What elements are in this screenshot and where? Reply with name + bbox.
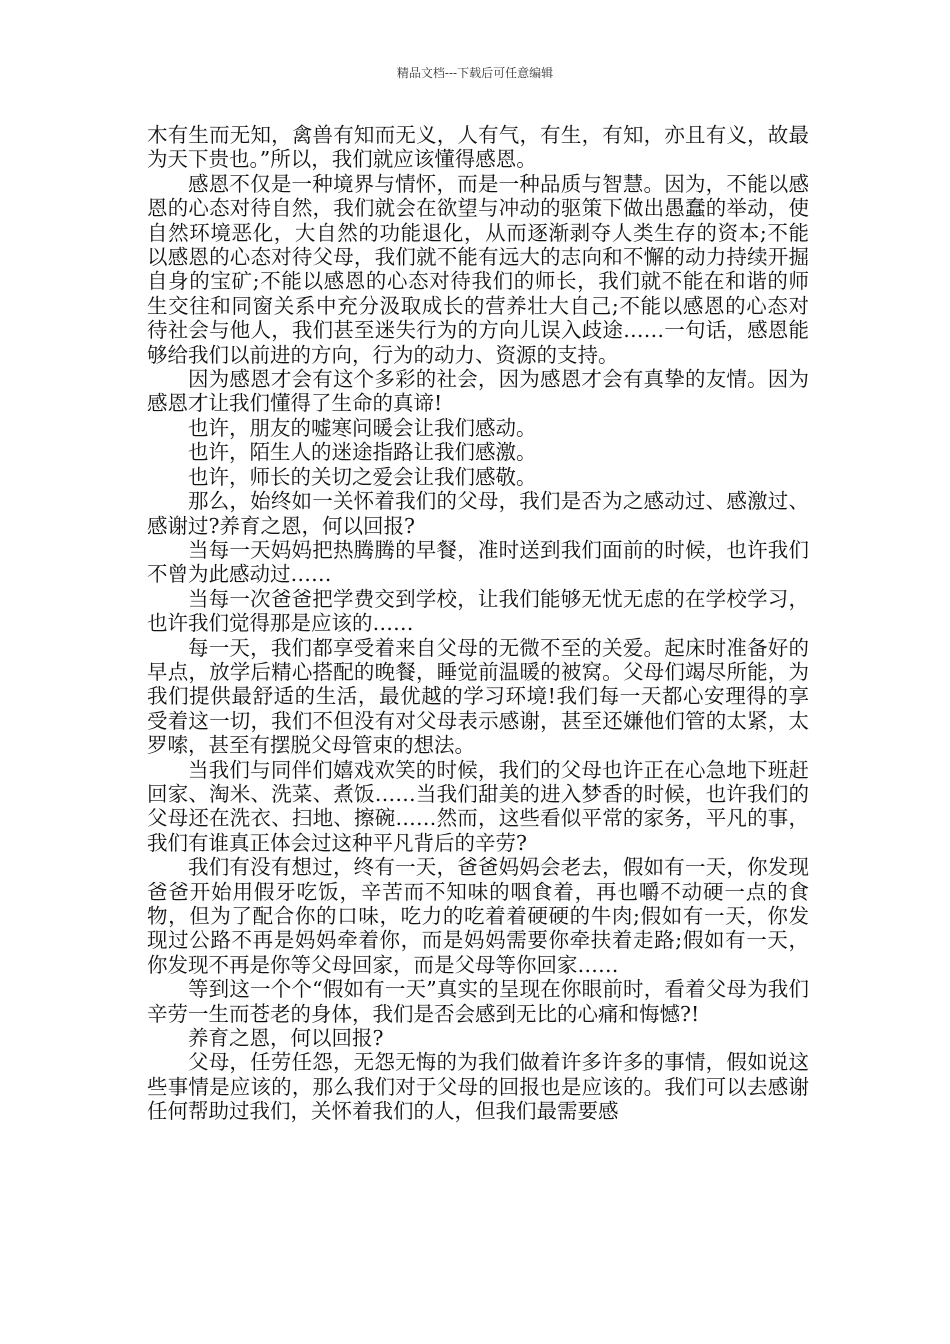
paragraph: 那么，始终如一关怀着我们的父母，我们是否为之感动过、感激过、感谢过?养育之恩，何以回报? xyxy=(147,489,809,538)
paragraph: 当我们与同伴们嬉戏欢笑的时候，我们的父母也许正在心急地下班赶回家、淘米、洗菜、煮饭……当我们甜美的进入梦香的时候，也许我们的父母还在洗衣、扫地、擦碗……然而，这些看似平常的家务，平凡的事，我们有谁真正体会过这种平凡背后的辛劳? xyxy=(147,757,809,855)
page-header: 精品文档---下载后可任意编辑 xyxy=(396,66,554,80)
paragraph: 当每一天妈妈把热腾腾的早餐，准时送到我们面前的时候，也许我们不曾为此感动过…… xyxy=(147,537,809,587)
paragraph: 感恩不仅是一种境界与情怀，而是一种品质与智慧。因为，不能以感恩的心态对待自然，我们就会在欲望与冲动的驱策下做出愚蠢的举动，使自然环境恶化，大自然的功能退化，从而逐渐剥夺人类生存的资本;不能以感恩的心态对待父母，我们就不能有远大的志向和不懈的动力持续开掘自身的宝矿;不能以感恩的心态对待我们的师长，我们就不能在和谐的师生交往和同窗关系中充分汲取成长的营养壮大自己;不能以感恩的心态对待社会与他人，我们甚至迷失行为的方向儿误入歧途……一句话，感恩能够给我们以前进的方向，行为的动力、资源的支持。 xyxy=(147,171,809,367)
paragraph: 木有生而无知，禽兽有知而无义，人有气，有生，有知，亦且有义，故最为天下贵也。”所以，我们就应该懂得感恩。 xyxy=(147,123,809,172)
paragraph: 也许，朋友的嘘寒问暖会让我们感动。 xyxy=(188,415,537,440)
paragraph: 也许，师长的关切之爱会让我们感敬。 xyxy=(188,464,537,489)
document-body xyxy=(147,123,809,1124)
paragraph: 每一天，我们都享受着来自父母的无微不至的关爱。起床时准备好的早点，放学后精心搭配的晚餐，睡觉前温暖的被窝。父母们竭尽所能，为我们提供最舒适的生活，最优越的学习环境!我们每一天都心安理得的享受着这一切，我们不但没有对父母表示感谢，甚至还嫌他们管的太紧，太罗嗦，甚至有摆脱父母管束的想法。 xyxy=(147,635,809,758)
paragraph: 我们有没有想过，终有一天，爸爸妈妈会老去，假如有一天，你发现爸爸开始用假牙吃饭，辛苦而不知味的咽食着，再也嚼不动硬一点的食物，但为了配合你的口味，吃力的吃着着硬硬的牛肉;假如有一天，你发现过公路不再是妈妈牵着你，而是妈妈需要你牵扶着走路;假如有一天，你发现不再是你等父母回家，而是父母等你回家…… xyxy=(147,855,809,977)
paragraph: 父母，任劳任怨，无怨无悔的为我们做着许多许多的事情，假如说这些事情是应该的，那么我们对于父母的回报也是应该的。我们可以去感谢任何帮助过我们，关怀着我们的人，但我们最需要感 xyxy=(147,1050,809,1124)
paragraph: 当每一次爸爸把学费交到学校，让我们能够无忧无虑的在学校学习，也许我们觉得那是应该的…… xyxy=(147,586,809,636)
paragraph: 等到这一个个“假如有一天”真实的呈现在你眼前时，看着父母为我们辛劳一生而苍老的身体，我们是否会感到无比的心痛和悔憾?! xyxy=(147,977,809,1026)
paragraph: 因为感恩才会有这个多彩的社会，因为感恩才会有真挚的友情。因为感恩才让我们懂得了生命的真谛! xyxy=(147,367,809,416)
paragraph: 也许，陌生人的迷途指路让我们感激。 xyxy=(188,440,537,465)
paragraph: 养育之恩，何以回报? xyxy=(188,1026,384,1051)
